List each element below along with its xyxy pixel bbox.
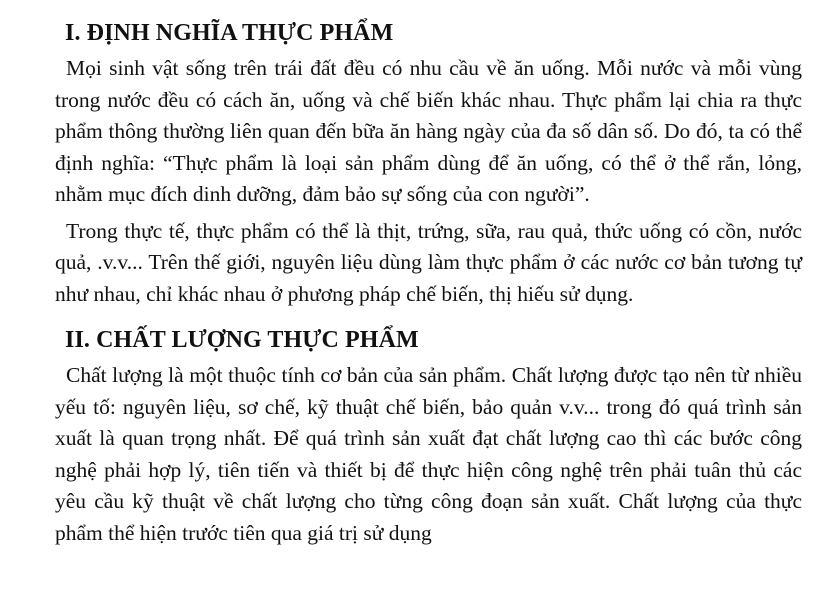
paragraph-definition-1: Mọi sinh vật sống trên trái đất đều có nhu cầu về ăn uống. Mỗi nước và mỗi vùng trong nước đều có cách ăn, uống và chế biến khác nhau. Thực phẩm lại chia ra thực phẩm thông thường liên quan đến bữa ăn hàng ngày của đa số dân số. Do đó, ta có thể định nghĩa: “Thực phẩm là loại sản phẩm dùng để ăn uống, có thể ở thể rắn, lỏng, nhằm mục đích dinh dưỡng, đảm bảo sự sống của con người”.	[55, 56, 802, 206]
paragraph-definition-2: Trong thực tế, thực phẩm có thể là thịt, trứng, sữa, rau quả, thức uống có cồn, nước quả, .v.v... Trên thế giới, nguyên liệu dùng làm thực phẩm ở các nước cơ bản tương tự như nhau, chỉ khác nhau ở phương pháp chế biến, thị hiếu sử dụng.	[55, 218, 802, 306]
section-heading-definition: I. ĐỊNH NGHĨA THỰC PHẨM	[65, 20, 394, 46]
section-heading-quality: II. CHẤT LƯỢNG THỰC PHẨM	[65, 327, 419, 353]
paragraph-quality-1: Chất lượng là một thuộc tính cơ bản của sản phẩm. Chất lượng được tạo nên từ nhiều yếu tố: nguyên liệu, sơ chế, kỹ thuật chế biến, bảo quản v.v... trong đó quá trình sản xuất là quan trọng nhất. Để quá trình sản xuất đạt chất lượng cao thì các bước công nghệ phải hợp lý, tiên tiến và thiết bị để thực hiện công nghệ trên phải tuân thủ các yêu cầu kỹ thuật về chất lượng cho từng công đoạn sản xuất. Chất lượng của thực phẩm thể hiện trước tiên qua giá trị sử dụng	[55, 363, 802, 545]
